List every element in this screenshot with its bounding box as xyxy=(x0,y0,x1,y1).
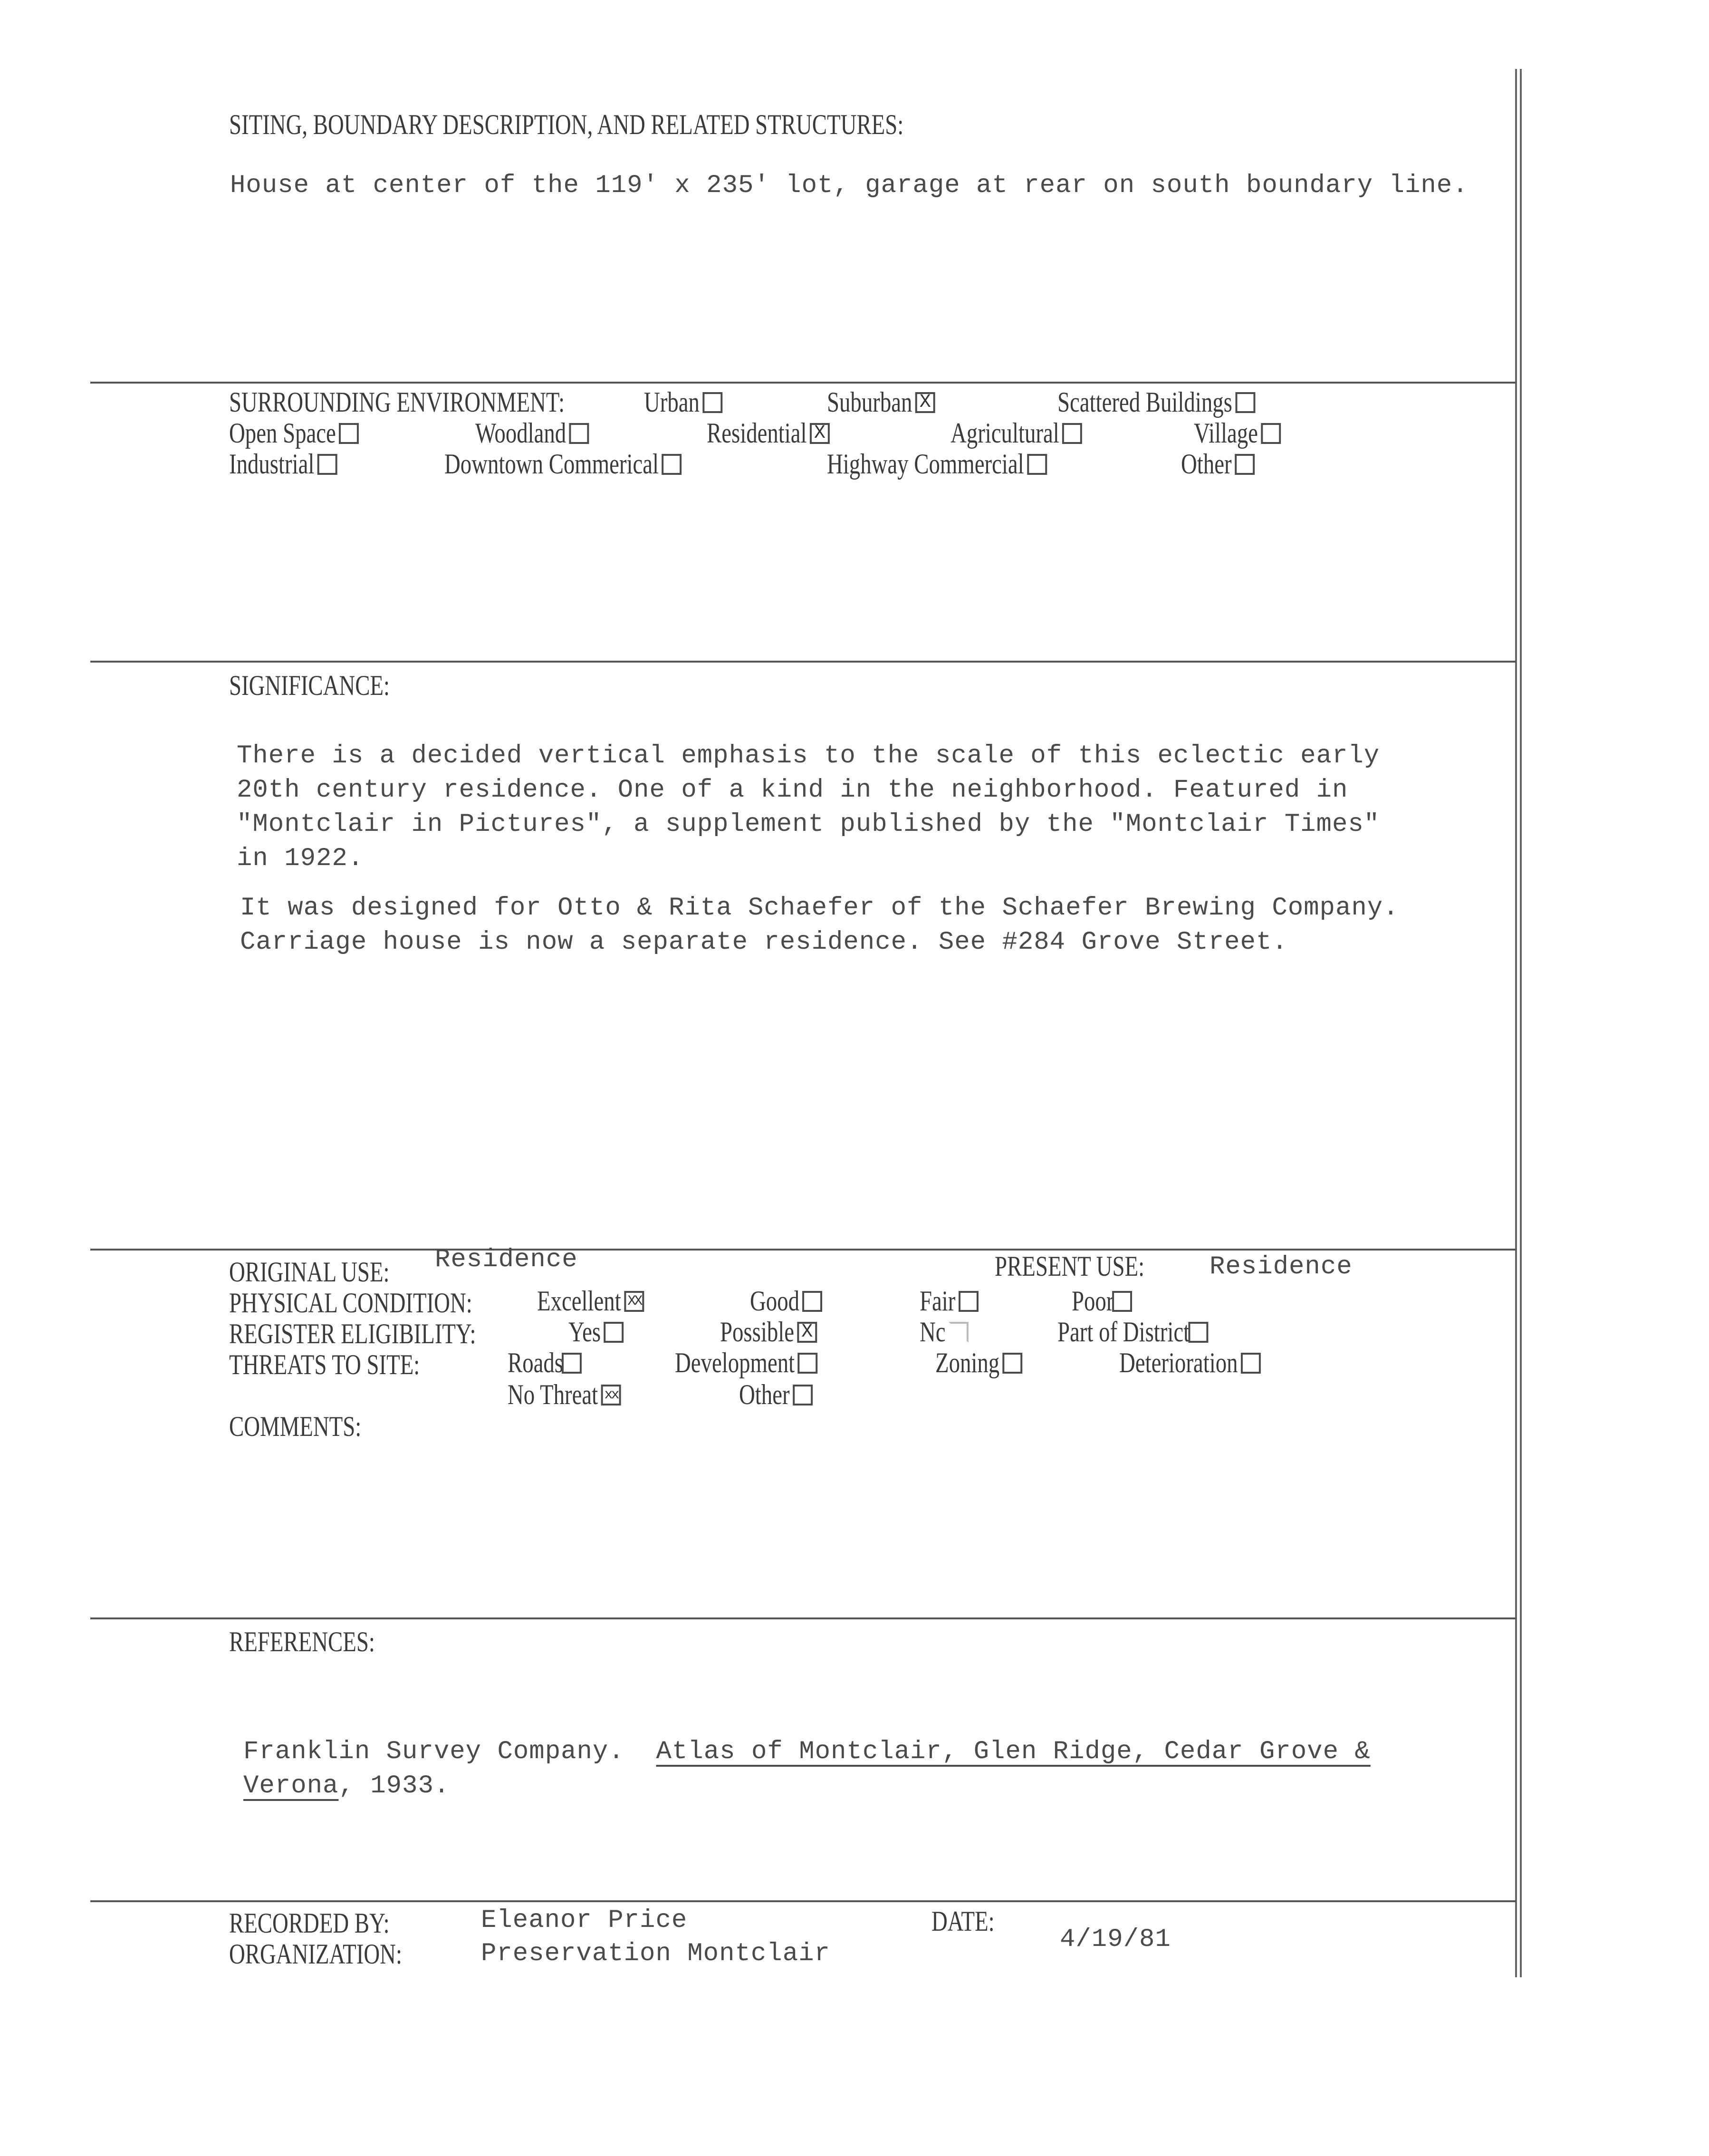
checkbox[interactable] xyxy=(802,1291,822,1312)
surrounding-label: SURROUNDING ENVIRONMENT: xyxy=(229,386,565,418)
option-label: Residential xyxy=(707,417,807,449)
divider-rule xyxy=(90,1900,1516,1902)
checkbox-checked[interactable]: X xyxy=(797,1322,817,1343)
text-line: Carriage house is now a separate residence. See #284 Grove Street. xyxy=(240,928,1288,957)
checkbox[interactable] xyxy=(1112,1291,1132,1312)
option-open-space[interactable] xyxy=(229,417,357,450)
checkbox[interactable] xyxy=(1003,1353,1023,1374)
reference-entry xyxy=(243,1737,1371,1766)
register-eligibility-label: REGISTER ELIGIBILITY: xyxy=(229,1318,476,1349)
option-development[interactable] xyxy=(675,1347,816,1379)
text-line: 20th century residence. One of a kind in the neighborhood. Featured in xyxy=(237,776,1348,805)
original-use-label: ORIGINAL USE: xyxy=(229,1256,390,1288)
option-label: Deterioration xyxy=(1119,1347,1238,1378)
option-urban[interactable] xyxy=(644,386,720,419)
references-label: REFERENCES: xyxy=(229,1626,375,1657)
option-label: Yes xyxy=(568,1316,601,1348)
text-line: It was designed for Otto & Rita Schaefer of the Schaefer Brewing Company. xyxy=(240,894,1399,923)
option-label: Woodland xyxy=(475,417,566,449)
checkbox[interactable] xyxy=(797,1353,817,1374)
option-suburban[interactable] xyxy=(827,386,933,419)
reference-year: , 1933. xyxy=(338,1771,450,1800)
right-border-line-inner xyxy=(1520,69,1522,1977)
original-use-value: Residence xyxy=(435,1245,578,1274)
option-woodland[interactable] xyxy=(475,417,587,450)
option-label: Scattered Buildings xyxy=(1057,386,1232,418)
checkbox[interactable] xyxy=(1062,423,1082,444)
checkbox[interactable] xyxy=(1027,454,1047,475)
divider-rule xyxy=(90,1249,1516,1251)
option-label: Other xyxy=(739,1379,790,1410)
option-label: Possible xyxy=(720,1316,795,1348)
checkbox[interactable] xyxy=(949,1322,969,1343)
option-excellent[interactable] xyxy=(537,1285,642,1318)
option-part-of-district[interactable] xyxy=(1057,1316,1206,1348)
organization-label: ORGANIZATION: xyxy=(229,1938,402,1970)
recorded-by-label: RECORDED BY: xyxy=(229,1907,390,1939)
option-label: Excellent xyxy=(537,1285,621,1317)
checkbox[interactable] xyxy=(959,1291,979,1312)
option-residential[interactable] xyxy=(707,417,827,450)
siting-text: House at center of the 119' x 235' lot, garage at rear on south boundary line. xyxy=(230,171,1469,200)
divider-rule xyxy=(90,382,1516,384)
checkbox-checked[interactable]: xx xyxy=(601,1385,621,1405)
option-label: Nc xyxy=(920,1316,946,1348)
divider-rule xyxy=(90,661,1516,663)
option-fair[interactable] xyxy=(920,1285,976,1318)
present-use-value: Residence xyxy=(1210,1252,1353,1281)
reference-author: Franklin Survey Company. xyxy=(243,1737,624,1766)
checkbox-checked[interactable]: XX xyxy=(624,1291,644,1312)
option-label: Good xyxy=(750,1285,800,1317)
option-label: Zoning xyxy=(935,1347,1000,1378)
option-label: Suburban xyxy=(827,386,912,418)
date-label: DATE: xyxy=(931,1906,995,1937)
checkbox[interactable] xyxy=(569,423,589,444)
option-label: Fair xyxy=(920,1285,956,1317)
date-value: 4/19/81 xyxy=(1060,1925,1171,1954)
physical-condition-label: PHYSICAL CONDITION: xyxy=(229,1287,472,1319)
option-label: Agricultural xyxy=(951,417,1059,449)
checkbox[interactable] xyxy=(317,454,337,475)
comments-label: COMMENTS: xyxy=(229,1411,362,1442)
option-label: Part of District xyxy=(1057,1316,1190,1348)
checkbox[interactable] xyxy=(1241,1353,1261,1374)
checkbox[interactable] xyxy=(1261,423,1281,444)
option-other[interactable] xyxy=(1181,448,1252,481)
text-line: There is a decided vertical emphasis to the scale of this eclectic early xyxy=(237,741,1380,770)
option-roads[interactable] xyxy=(508,1347,579,1379)
option-label: Downtown Commerical xyxy=(444,448,659,480)
option-label: Poor xyxy=(1072,1285,1114,1317)
option-label: Open Space xyxy=(229,417,336,449)
option-poor[interactable] xyxy=(1072,1285,1130,1318)
option-agricultural[interactable] xyxy=(951,417,1080,450)
option-no[interactable] xyxy=(920,1316,966,1348)
option-other-threat[interactable] xyxy=(739,1378,810,1411)
option-downtown-commerical[interactable] xyxy=(444,448,680,481)
checkbox-checked[interactable]: X xyxy=(915,392,935,413)
checkbox[interactable] xyxy=(1235,454,1255,475)
reference-title: Atlas of Montclair, Glen Ridge, Cedar Grove & xyxy=(656,1737,1371,1766)
checkbox[interactable] xyxy=(604,1322,624,1343)
option-label: Development xyxy=(675,1347,795,1378)
checkbox[interactable] xyxy=(339,423,359,444)
divider-rule xyxy=(90,1617,1516,1619)
checkbox[interactable] xyxy=(793,1385,813,1405)
organization-value: Preservation Montclair xyxy=(481,1939,830,1968)
option-village[interactable] xyxy=(1194,417,1279,450)
reference-entry-continued xyxy=(243,1771,450,1800)
option-yes[interactable] xyxy=(568,1316,622,1348)
option-label: Other xyxy=(1181,448,1232,480)
option-label: Urban xyxy=(644,386,700,418)
threats-label: THREATS TO SITE: xyxy=(229,1349,420,1380)
option-no-threat[interactable] xyxy=(508,1378,619,1411)
checkbox[interactable] xyxy=(1188,1322,1208,1343)
checkbox[interactable] xyxy=(702,392,722,413)
checkbox-checked[interactable]: X xyxy=(810,423,830,444)
checkbox[interactable] xyxy=(1235,392,1255,413)
option-label: No Threat xyxy=(508,1379,598,1410)
option-possible[interactable] xyxy=(720,1316,815,1348)
option-label: Village xyxy=(1194,417,1258,449)
option-label: Roads xyxy=(508,1347,563,1378)
checkbox[interactable] xyxy=(562,1353,582,1374)
checkbox[interactable] xyxy=(662,454,682,475)
recorded-by-value: Eleanor Price xyxy=(481,1906,688,1935)
siting-label: SITING, BOUNDARY DESCRIPTION, AND RELATED STRUCTURES: xyxy=(229,109,904,140)
option-zoning[interactable] xyxy=(935,1347,1020,1379)
text-line: "Montclair in Pictures", a supplement published by the "Montclair Times" xyxy=(237,810,1380,839)
right-border-line-outer xyxy=(1515,69,1517,1977)
significance-label: SIGNIFICANCE: xyxy=(229,670,390,701)
text-line: in 1922. xyxy=(237,844,364,873)
option-industrial[interactable] xyxy=(229,448,335,481)
option-label: Highway Commercial xyxy=(827,448,1024,480)
reference-title-continued: Verona xyxy=(243,1771,339,1800)
present-use-label: PRESENT USE: xyxy=(995,1251,1145,1282)
option-highway-commercial[interactable] xyxy=(827,448,1045,481)
option-scattered-buildings[interactable] xyxy=(1057,386,1253,419)
option-deterioration[interactable] xyxy=(1119,1347,1258,1379)
option-good[interactable] xyxy=(750,1285,820,1318)
option-label: Industrial xyxy=(229,448,315,480)
